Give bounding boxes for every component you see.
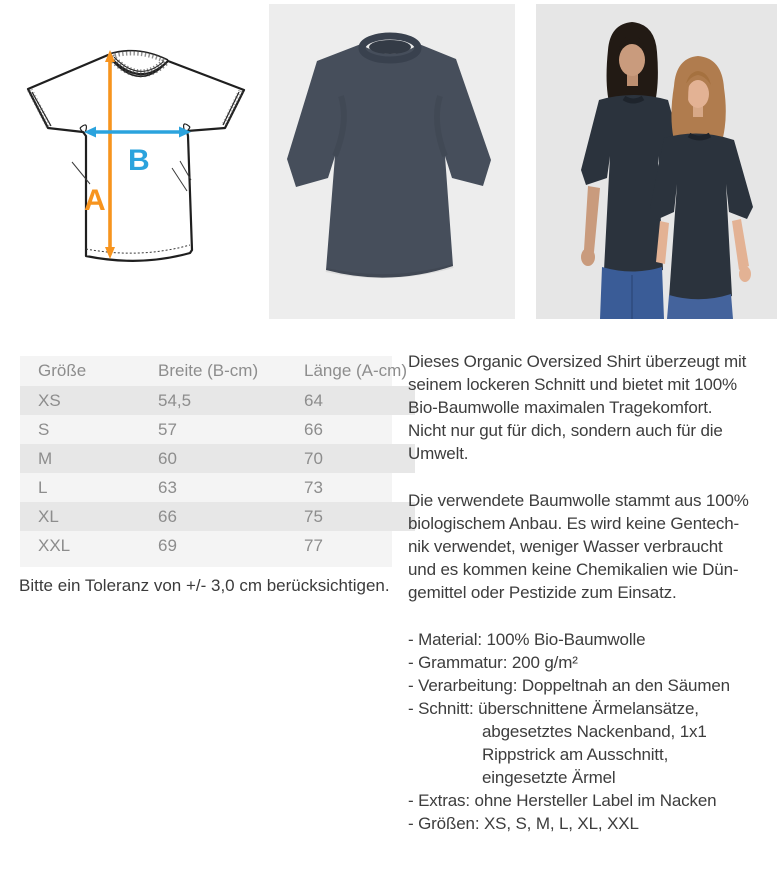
detail-groessen: - Größen: XS, S, M, L, XL, XXL xyxy=(408,814,639,833)
table-header-row xyxy=(20,356,415,386)
cell-size: XS xyxy=(38,390,61,410)
cell-size: XXL xyxy=(38,535,71,555)
detail-schnitt-cont: abgesetztes Nackenband, 1x1 xyxy=(482,722,707,741)
text-line: Dieses Organic Oversized Shirt überzeugt mit xyxy=(408,352,747,371)
text-line: gemittel oder Pestizide zum Einsatz. xyxy=(408,583,677,602)
cell-size: XL xyxy=(38,506,59,526)
table-row xyxy=(20,531,415,560)
product-details-list xyxy=(408,628,777,835)
cell-breite: 66 xyxy=(158,506,177,526)
detail-material: - Material: 100% Bio-Baumwolle xyxy=(408,630,646,649)
detail-schnitt-cont: Rippstrick am Ausschnitt, xyxy=(482,745,669,764)
text-line: und es kommen keine Chemikalien wie Dün- xyxy=(408,560,739,579)
table-row xyxy=(20,386,415,415)
models-photo xyxy=(536,4,777,319)
detail-schnitt-cont: eingesetzte Ärmel xyxy=(482,768,616,787)
size-diagram-panel xyxy=(0,0,260,322)
detail-extras: - Extras: ohne Hersteller Label im Nacken xyxy=(408,791,717,810)
models-image xyxy=(536,4,777,319)
text-line: Die verwendete Baumwolle stammt aus 100% xyxy=(408,491,749,510)
text-line: biologischem Anbau. Es wird keine Gentech- xyxy=(408,514,740,533)
product-description xyxy=(408,350,777,835)
measure-label-b: B xyxy=(128,144,150,177)
header-groesse: Größe xyxy=(38,361,87,380)
text-line: seinem lockeren Schnitt und bietet mit 100% xyxy=(408,375,738,394)
detail-grammatur: - Grammatur: 200 g/m² xyxy=(408,653,578,672)
cell-breite: 63 xyxy=(158,477,177,497)
tolerance-note: Bitte ein Toleranz von +/- 3,0 cm berücksichtigen. xyxy=(19,576,390,595)
description-paragraph-1 xyxy=(408,350,777,465)
cell-breite: 69 xyxy=(158,535,177,555)
cell-breite: 54,5 xyxy=(158,390,192,410)
detail-schnitt: - Schnitt: überschnittene Ärmelansätze, xyxy=(408,699,699,718)
cell-laenge: 66 xyxy=(304,419,323,439)
text-line: Bio-Baumwolle maximalen Tragekomfort. xyxy=(408,398,713,417)
product-photo-front xyxy=(269,4,515,319)
table-row xyxy=(20,444,415,473)
text-line: Umwelt. xyxy=(408,444,469,463)
cell-laenge: 75 xyxy=(304,506,323,526)
header-breite: Breite (B-cm) xyxy=(158,361,259,380)
text-line: Nicht nur gut für dich, sondern auch für die xyxy=(408,421,723,440)
cell-breite: 57 xyxy=(158,419,177,439)
text-line: nik verwendet, weniger Wasser verbraucht xyxy=(408,537,723,556)
size-table-container xyxy=(20,356,407,567)
cell-size: L xyxy=(38,477,48,497)
cell-size: M xyxy=(38,448,53,468)
cell-breite: 60 xyxy=(158,448,177,468)
cell-laenge: 73 xyxy=(304,477,323,497)
detail-verarbeitung: - Verarbeitung: Doppeltnah an den Säumen xyxy=(408,676,730,695)
table-row xyxy=(20,415,415,444)
cell-size: S xyxy=(38,419,50,439)
header-laenge: Länge (A-cm) xyxy=(304,361,407,380)
size-table xyxy=(20,356,415,560)
table-row xyxy=(20,473,415,502)
table-row xyxy=(20,502,415,531)
measure-label-a: A xyxy=(84,184,106,217)
cell-laenge: 64 xyxy=(304,390,323,410)
cell-laenge: 70 xyxy=(304,448,323,468)
description-paragraph-2 xyxy=(408,489,777,604)
oversized-shirt-image xyxy=(269,4,515,319)
cell-laenge: 77 xyxy=(304,535,323,555)
